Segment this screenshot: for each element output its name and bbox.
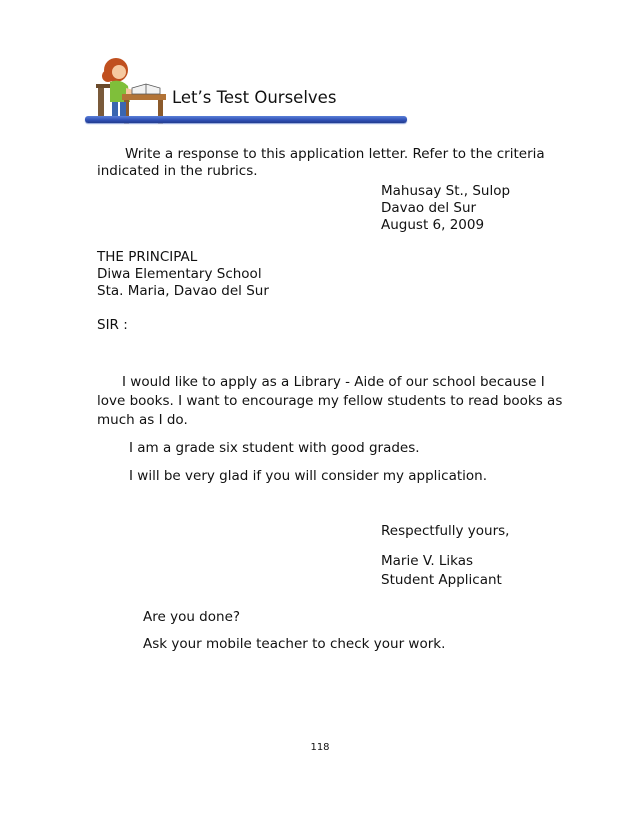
instruction-line-1: Write a response to this application letter. Refer to the criteria — [125, 146, 545, 162]
body-paragraph-line: I would like to apply as a Library - Aide of our school because I — [122, 374, 545, 390]
recipient-line: THE PRINCIPAL — [97, 249, 198, 265]
instruction-line-2: indicated in the rubrics. — [97, 163, 258, 179]
closing: Respectfully yours, — [381, 523, 510, 539]
title-underline-bar — [85, 116, 407, 123]
body-paragraph: I will be very glad if you will consider my application. — [129, 468, 488, 484]
signature-title: Student Applicant — [381, 572, 502, 588]
letter-date: August 6, 2009 — [381, 217, 485, 233]
body-paragraph-line: love books. I want to encourage my fellow students to read books as — [97, 393, 563, 409]
body-paragraph-line: much as I do. — [97, 412, 188, 428]
signature-name: Marie V. Likas — [381, 553, 474, 569]
done-prompt: Are you done? — [143, 609, 241, 625]
sender-address-line: Davao del Sur — [381, 200, 477, 216]
check-work-prompt: Ask your mobile teacher to check your work. — [143, 636, 446, 652]
page-number: 118 — [310, 742, 330, 753]
recipient-line: Sta. Maria, Davao del Sur — [97, 283, 269, 299]
recipient-line: Diwa Elementary School — [97, 266, 262, 282]
salutation: SIR : — [97, 317, 128, 333]
body-paragraph: I am a grade six student with good grades. — [129, 440, 420, 456]
sender-address-line: Mahusay St., Sulop — [381, 183, 511, 199]
page-title: Let’s Test Ourselves — [172, 88, 337, 107]
